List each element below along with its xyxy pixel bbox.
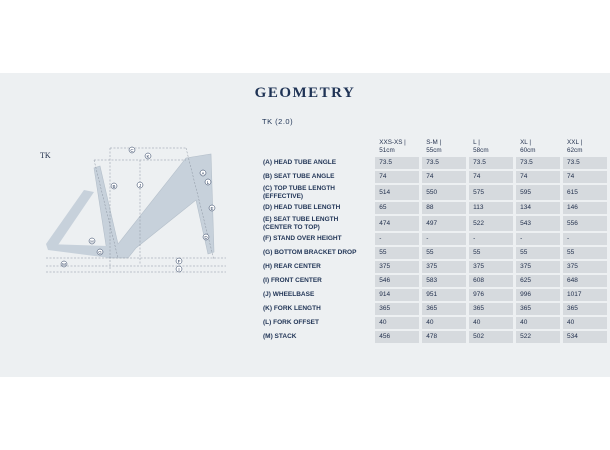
marker-a-label: A [201,170,205,176]
marker-e-label: E [210,205,214,211]
table-cell: 365 [469,303,513,315]
row-label: (M) STACK [263,333,297,340]
table-cell: 996 [516,289,560,301]
table-cell: 55 [422,247,466,259]
table-cell: 615 [563,185,607,200]
table-cell: 550 [422,185,466,200]
table-cell: 40 [469,317,513,329]
diagram-model-label: TK [40,151,51,160]
table-cell: 74 [563,171,607,183]
table-row [263,261,607,273]
row-label [263,185,372,200]
size-header-line: 60cm [520,146,536,154]
table-cell: 40 [516,317,560,329]
size-header [422,137,466,155]
table-cell: 73.5 [375,157,419,169]
table-cell: 375 [375,261,419,273]
row-label [263,216,372,231]
size-header-line: L | [473,139,480,146]
table-cell: 74 [422,171,466,183]
frame-silhouette [94,154,214,258]
table-cell: 65 [375,202,419,214]
size-header [516,137,560,155]
table-cell: 73.5 [422,157,466,169]
table-cell: - [563,233,607,245]
table-cell: 74 [516,171,560,183]
page-title: GEOMETRY [254,85,356,101]
table-cell: 456 [375,331,419,343]
table-cell: 514 [375,185,419,200]
header-empty [263,137,372,155]
frame-geometry-diagram [36,140,236,280]
table-row [263,289,607,301]
table-cell: 375 [516,261,560,273]
marker-d-label: D [204,234,208,240]
row-label: (D) HEAD TUBE LENGTH [263,204,341,211]
table-cell: 40 [422,317,466,329]
table-row [263,216,607,231]
marker-j-label: J [138,182,142,188]
size-header-line: XXL | [567,139,583,146]
geometry-table-body [263,157,607,343]
table-cell: 608 [469,275,513,287]
seatstay-shape [46,190,94,248]
marker-f-label: F [177,258,181,264]
table-cell: 375 [422,261,466,273]
table-cell: - [375,233,419,245]
table-cell: 55 [563,247,607,259]
marker-h-label: H [90,238,94,244]
table-cell: 40 [563,317,607,329]
table-cell: 375 [563,261,607,273]
table-row [263,331,607,343]
marker-k-label: K [146,153,150,159]
row-label: (I) FRONT CENTER [263,277,322,284]
table-cell: 648 [563,275,607,287]
table-cell: 55 [375,247,419,259]
row-label: (J) WHEELBASE [263,291,315,298]
size-header-line: S-M | [426,139,442,146]
size-header [469,137,513,155]
table-row [263,233,607,245]
table-cell: 474 [375,216,419,231]
table-cell: 55 [516,247,560,259]
table-cell: 583 [422,275,466,287]
size-header-line: 58cm [473,146,489,154]
row-label-line: (EFFECTIVE) [263,192,304,200]
table-cell: 502 [469,331,513,343]
model-label: TK (2.0) [262,117,294,126]
table-cell: 365 [422,303,466,315]
table-cell: - [469,233,513,245]
table-cell: 74 [469,171,513,183]
row-label: (B) SEAT TUBE ANGLE [263,173,335,180]
table-cell: 365 [563,303,607,315]
row-label: (A) HEAD TUBE ANGLE [263,159,337,166]
row-label: (G) BOTTOM BRACKET DROP [263,249,357,256]
table-cell: 40 [375,317,419,329]
table-cell: 914 [375,289,419,301]
table-row [263,303,607,315]
size-header-line: XL | [520,139,531,146]
table-cell: 595 [516,185,560,200]
table-cell: 556 [563,216,607,231]
table-cell: 134 [516,202,560,214]
table-row [263,317,607,329]
table-cell: 365 [375,303,419,315]
table-cell: 73.5 [469,157,513,169]
row-label-line: (C) TOP TUBE LENGTH [263,185,335,192]
table-cell: 951 [422,289,466,301]
table-row [263,247,607,259]
size-header-line: 62cm [567,146,583,154]
table-cell: 88 [422,202,466,214]
row-label-line: (E) SEAT TUBE LENGTH [263,216,339,223]
table-cell: 976 [469,289,513,301]
row-label: (L) FORK OFFSET [263,319,319,326]
size-header [563,137,607,155]
table-cell: 625 [516,275,560,287]
table-cell: 546 [375,275,419,287]
row-label: (K) FORK LENGTH [263,305,321,312]
table-cell: 365 [516,303,560,315]
marker-m-label: M [62,261,66,267]
size-header-line: XXS-XS | [379,139,406,146]
table-cell: 478 [422,331,466,343]
marker-i-label: I [178,266,180,272]
table-cell: 543 [516,216,560,231]
row-label: (H) REAR CENTER [263,263,321,270]
size-header [375,137,419,155]
marker-c-label: C [130,147,134,153]
marker-l-label: L [206,179,210,185]
marker-g-label: G [98,249,102,255]
table-row [263,275,607,287]
table-row [263,202,607,214]
table-cell: 497 [422,216,466,231]
table-cell: 575 [469,185,513,200]
table-cell: - [516,233,560,245]
geometry-table [260,135,610,345]
size-header-line: 55cm [426,146,442,154]
size-header-row [263,137,607,155]
table-cell: 375 [469,261,513,273]
marker-b-label: B [112,183,116,189]
table-cell: 74 [375,171,419,183]
table-cell: 73.5 [563,157,607,169]
table-row [263,185,607,200]
table-cell: 113 [469,202,513,214]
table-cell: 522 [469,216,513,231]
table-row [263,171,607,183]
table-cell: - [422,233,466,245]
table-cell: 534 [563,331,607,343]
table-cell: 522 [516,331,560,343]
row-label: (F) STAND OVER HEIGHT [263,235,342,242]
table-cell: 55 [469,247,513,259]
size-header-line: 51cm [379,146,395,154]
table-cell: 146 [563,202,607,214]
table-row [263,157,607,169]
table-cell: 73.5 [516,157,560,169]
row-label-line: (CENTER TO TOP) [263,223,320,231]
table-cell: 1017 [563,289,607,301]
